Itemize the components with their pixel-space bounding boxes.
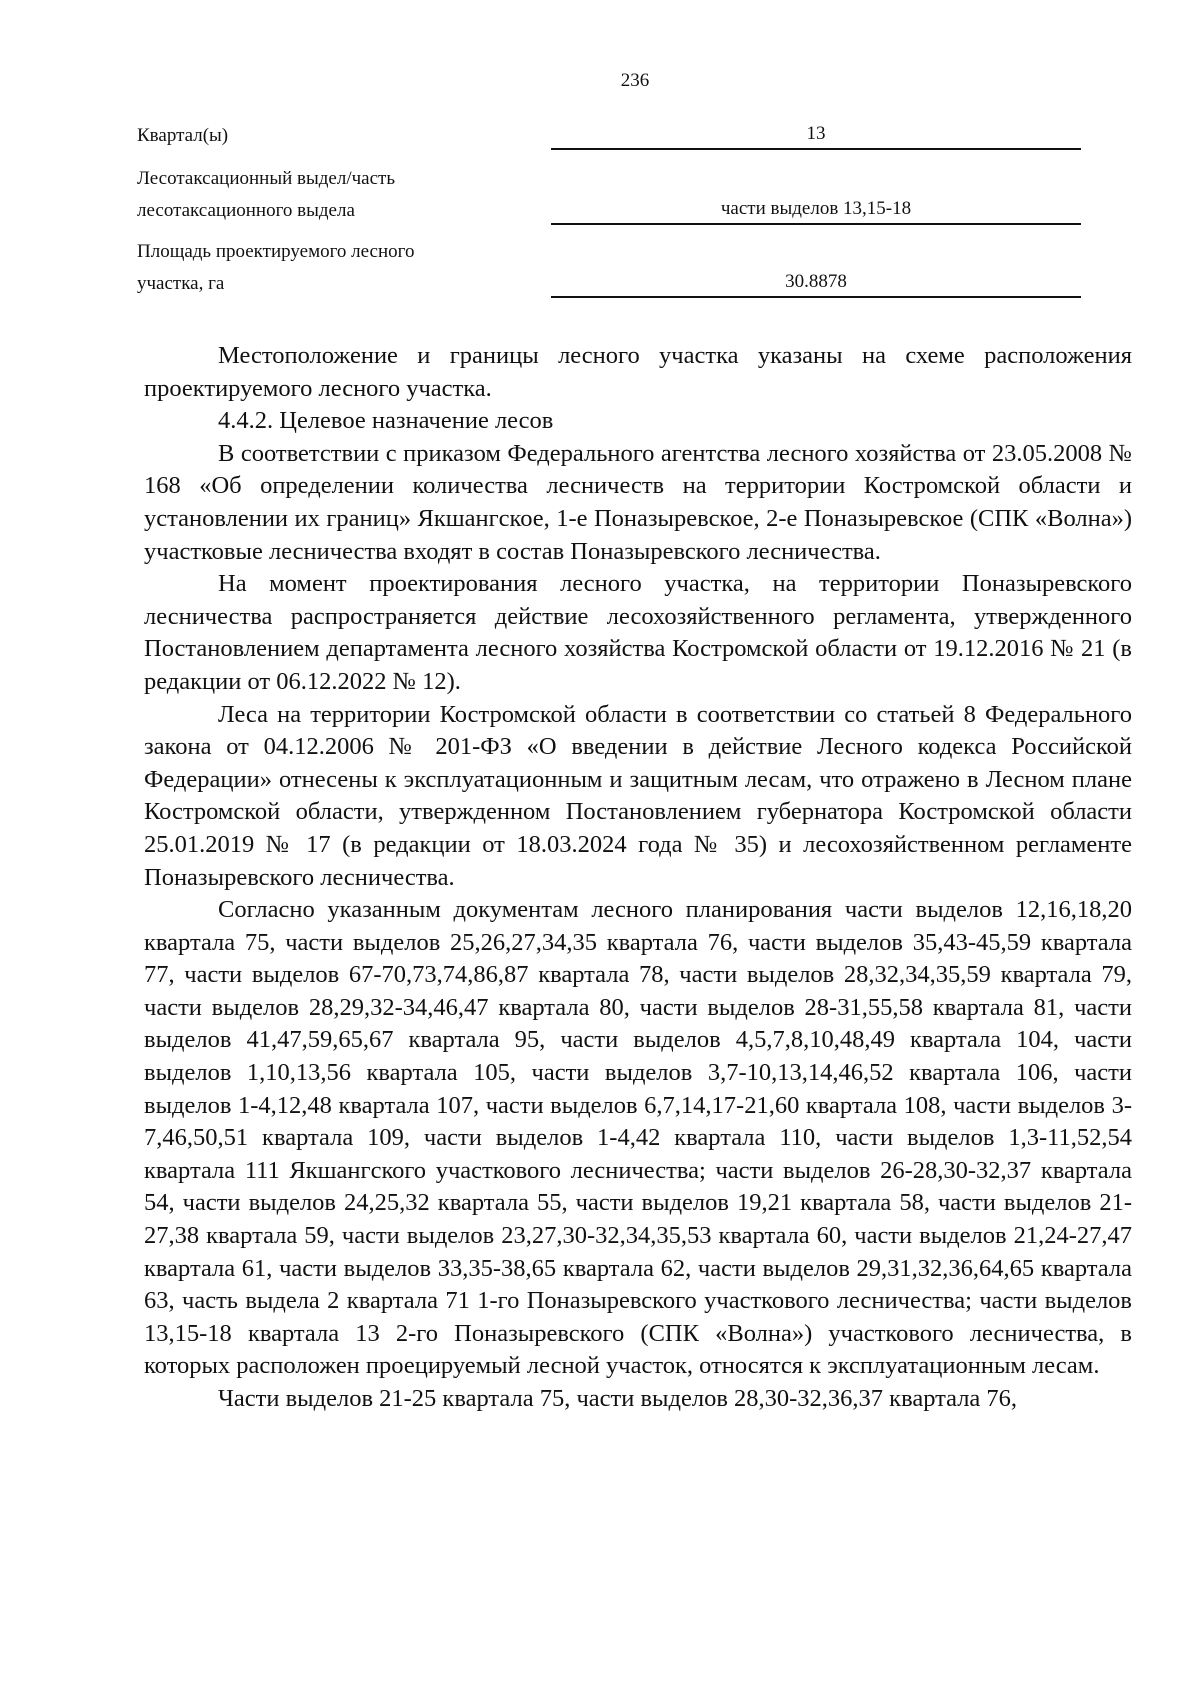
paragraph-continuation: Части выделов 21-25 квартала 75, части выделов 28,30-32,36,37 квартала 76, xyxy=(218,1385,1018,1412)
page-number: 236 xyxy=(620,70,650,91)
field-kvartal-value: 13 xyxy=(551,120,1081,150)
paragraph-forest-plan: Леса на территории Костромской области в соответствии со статьей 8 Федерального закона от 04.12.2006 № 201-ФЗ «О введении в действие Лесного кодекса Российской Федерации» отнесены к эксплуатационным и защитным лесам, что отражено в Лесном плане Костромской области, утвержденном Постановлением губернатора Костромской области 25.01.2019 № 17 (в редакции от 18.03.2024 года № 35) и лесохозяйственном регламенте Поназыревского лесничества. xyxy=(144,700,1132,891)
field-kvartal xyxy=(137,120,1081,160)
document-body xyxy=(144,340,1132,1416)
field-vydel xyxy=(137,163,1081,231)
field-vydel-value: части выделов 13,15-18 xyxy=(551,195,1081,225)
field-vydel-label xyxy=(137,163,537,227)
field-area-label-line1: Площадь проектируемого лесного xyxy=(137,241,415,262)
field-area-label-line2: участка, га xyxy=(137,273,225,294)
field-area-label xyxy=(137,236,537,300)
field-vydel-label-line2: лесотаксационного выдела xyxy=(137,200,355,221)
paragraph-location: Местоположение и границы лесного участка указаны на схеме расположения проектируемого лесного участка. xyxy=(144,342,1132,402)
field-area xyxy=(137,236,1081,304)
paragraph-regulation: На момент проектирования лесного участка, на территории Поназыревского лесничества распространяется действие лесохозяйственного регламента, утвержденного Постановлением департамента лесного хозяйства Костромской области от 19.12.2016 № 21 (в редакции от 06.12.2022 № 12). xyxy=(144,570,1132,695)
paragraph-order: В соответствии с приказом Федерального агентства лесного хозяйства от 23.05.2008 № 168 «Об определении количества лесничеств на территории Костромской области и установлении их границ» Якшангское, 1-е Поназыревское, 2-е Поназыревское (СПК «Волна») участковые лесничества входят в состав Поназыревского лесничества. xyxy=(144,439,1132,565)
field-area-value: 30.8878 xyxy=(551,268,1081,298)
section-heading-4-4-2: 4.4.2. Целевое назначение лесов xyxy=(218,407,554,435)
field-vydel-label-line1: Лесотаксационный выдел/часть xyxy=(137,168,396,189)
paragraph-planning-documents: Согласно указанным документам лесного планирования части выделов 12,16,18,20 квартала 75, части выделов 25,26,27,34,35 квартала 76, части выделов 35,43-45,59 квартала 77, части выделов 67-70,73,74,86,87 квартала 78, части выделов 28,32,34,35,59 квартала 79, части выделов 28,29,32-34,46,47 квартала 80, части выделов 28-31,55,58 квартала 81, части выделов 41,47,59,65,67 квартала 95, части выделов 4,5,7,8,10,48,49 квартала 104, части выделов 1,10,13,56 квартала 105, части выделов 3,7-10,13,14,46,52 квартала 106, части выделов 1-4,12,48 квартала 107, части выделов 6,7,14,17-21,60 квартала 108, части выделов 3-7,46,50,51 квартала 109, части выделов 1-4,42 квартала 110, части выделов 1,3-11,52,54 квартала 111 Якшангского участкового лесничества; части выделов 26-28,30-32,37 квартала 54, части выделов 24,25,32 квартала 55, части выделов 19,21 квартала 58, части выделов 21-27,38 квартала 59, части выделов 23,27,30-32,34,35,53 квартала 60, части выделов 21,24-27,47 квартала 61, части выделов 33,35-38,65 квартала 62, части выделов 29,31,32,36,64,65 квартала 63, часть выдела 2 квартала 71 1-го Поназыревского участкового лесничества; части выделов 13,15-18 квартала 13 2-го Поназыревского (СПК «Волна») участкового лесничества, в которых расположен проецируемый лесной участок, относятся к эксплуатационным лесам. xyxy=(144,896,1132,1380)
field-kvartal-label: Квартал(ы) xyxy=(137,125,229,146)
